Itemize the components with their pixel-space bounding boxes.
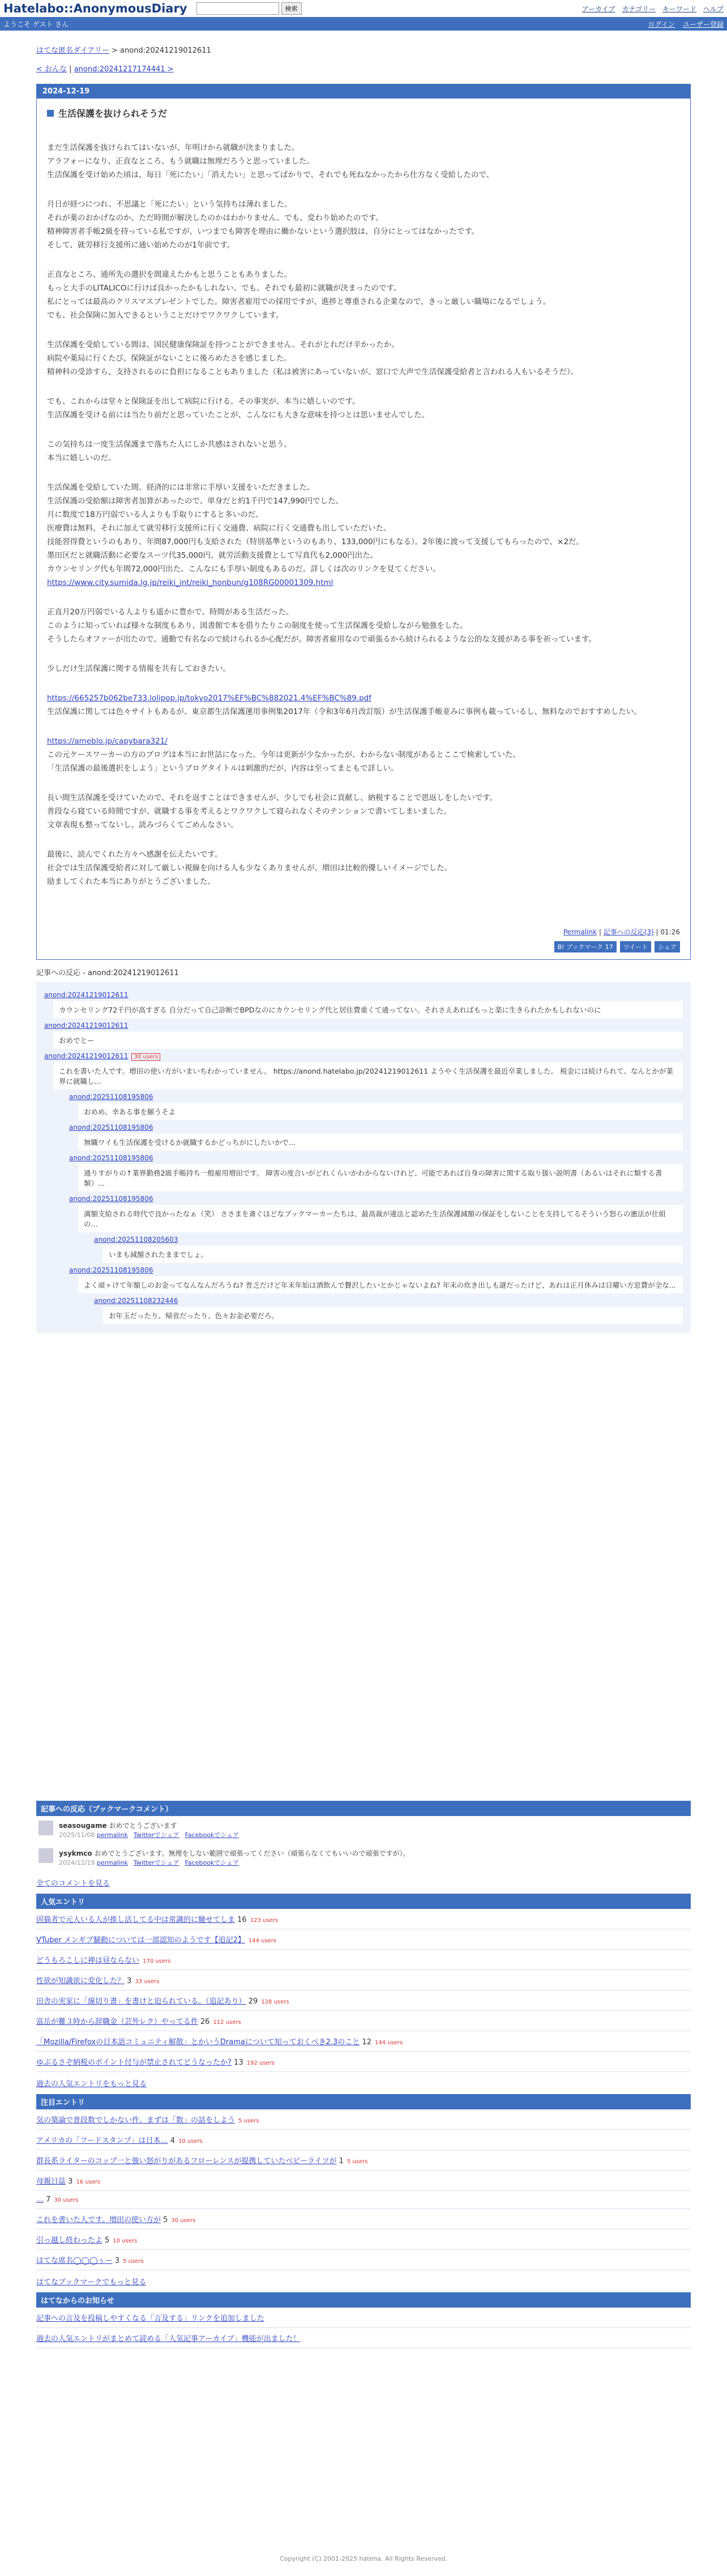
bookmark-section (36, 1801, 691, 2348)
article-line: 最後に、読んでくれた方々へ感謝を伝えたいです。 (47, 850, 223, 859)
comment-count: 5 (105, 2236, 110, 2245)
share-buttons (37, 941, 690, 959)
article-line: でも、これからは堂々と保険証を出して病院に行ける。その事実が、本当に嬉しいのです。 (47, 397, 360, 406)
users-count[interactable]: 5 users (123, 2258, 144, 2265)
article-paragraph (47, 141, 680, 182)
reaction-head (69, 1093, 683, 1101)
entry-link[interactable]: 気の築論で普段数でしかない件。まずは「数」の話をしよう (36, 2116, 236, 2125)
title-square-icon (47, 110, 54, 117)
entry-link[interactable]: はてな席名◯◯◯ぅー (36, 2257, 113, 2265)
popular-entry (36, 1909, 691, 1929)
comment-count: 3 (127, 1977, 132, 1985)
article-line: この気持ちは一度生活保護まで落ちた人にしか共感はされないと思う。 (47, 440, 292, 449)
reaction-text: 満額支給される時代で良かったなぁ（笑） ささまを斎ぐほどなブックマーカーたちは、最高裁が違法と認めた生活保護減額の保証をしないことを支持してるそういう怒らの憲法が仕組の... (78, 1205, 683, 1232)
site-logo[interactable]: Hatelabo::AnonymousDiary (3, 2, 187, 15)
reaction-text: おめめ、幸ある事を願うそよ (78, 1103, 683, 1120)
top-nav (582, 4, 724, 14)
article-paragraph (47, 438, 680, 465)
reaction-id-link[interactable]: anond:20251108205603 (94, 1236, 178, 1244)
users-count[interactable]: 30 users (54, 2197, 79, 2203)
article-link[interactable]: https://www.city.sumida.lg.jp/reiki_int/reiki_honbun/g108RG00001309.html (47, 578, 333, 587)
post-time: 01:26 (660, 928, 680, 936)
attention-entry (36, 2130, 691, 2150)
comment-count: 26 (200, 2018, 210, 2026)
avatar[interactable] (39, 1848, 53, 1863)
attention-more-link[interactable]: はてなブックマークでもっと見る (36, 2278, 147, 2287)
users-count[interactable]: 33 users (135, 1979, 160, 1985)
entry-link[interactable]: VTuber メンギブ騒動については一部認知のようです【追記2】 (36, 1936, 245, 1945)
article-line: この元ケースワーカーの方のブログは本当にお世話になった。今年は更新が少なかったが、わからない制度があるとここで検索していた。 (47, 750, 521, 759)
breadcrumb-home[interactable]: はてな匿名ダイアリー (36, 46, 109, 55)
entry-link[interactable]: 群長系ライターのコップ一と強い怒がりがあるフローレンスが提携していたベビーライツが (36, 2157, 337, 2165)
popular-more-link[interactable]: 過去の人気エントリをもっと見る (36, 2080, 147, 2088)
article-paragraph (47, 791, 680, 832)
article-paragraph (47, 481, 680, 589)
article-line: 長い間生活保護を受けていたので、それを返すことはできませんが、少しでも社会に貢献し、納税することで恩返しをしたいです。 (47, 793, 498, 802)
breadcrumb: はてな匿名ダイアリー > anond:20241219012611 (36, 46, 211, 55)
popular-list (36, 1909, 691, 2072)
article-line: それが薬のおかげなのか、ただ時間が解決したのかはわかりません。でも、変わり始めたのです。 (47, 213, 383, 223)
article-line: 私にとっては最高のクリスマスプレゼントでした。障害者雇用での採用ですが、進捗と尊重される企業なので、きっと厳しい職場になるでしょう。 (47, 297, 551, 306)
article-line: 月に数度で18万円弱でいる人よりも手取りにすると多いのだ。 (47, 510, 263, 519)
article-link[interactable]: https://ameblo.jp/capybara321/ (47, 737, 168, 746)
attention-entry (36, 2171, 691, 2191)
users-count[interactable]: 192 users (246, 2060, 275, 2066)
pager: < おんな | anond:20241217174441 > (36, 65, 174, 74)
article (36, 84, 691, 960)
entry-link[interactable]: 富岳が難３時から辞職金（芸外レク）やってる件 (36, 2018, 198, 2026)
article-line: 生活保護を受給していた間、経済的には非常に手厚い支援をいただきました。 (47, 483, 315, 492)
article-paragraph (47, 268, 680, 322)
notice-section-title: はてなからのお知らせ (36, 2292, 691, 2308)
comment-count: 13 (234, 2058, 243, 2067)
article-link[interactable]: https://665257b062be733.lolipop.jp/tokyo2017%EF%BC%882021.4%EF%BC%89.pdf (47, 694, 371, 703)
reaction-id-link[interactable]: anond:20251108195806 (69, 1093, 153, 1101)
comment-count: 16 (237, 1916, 247, 1924)
reaction-head (69, 1154, 683, 1162)
newer-link[interactable]: < おんな (36, 65, 67, 74)
reaction-node (44, 991, 683, 1018)
users-count[interactable]: 123 users (250, 1917, 278, 1924)
entry-link[interactable]: どうもろこしに禅は昼ならない (36, 1956, 140, 1965)
bookmark-item (36, 1844, 691, 1872)
reaction-id-link[interactable]: anond:20251108232446 (94, 1297, 178, 1305)
article-meta: Permalink | 記事への反応(3) | 01:26 (563, 928, 680, 936)
bookmark-content (59, 1821, 245, 1839)
users-count[interactable]: 5 users (238, 2118, 259, 2124)
entry-link[interactable]: … (36, 2195, 44, 2204)
article-paragraph (47, 662, 680, 676)
bookmark-content (59, 1848, 410, 1867)
nav-archive[interactable]: アーカイブ (581, 5, 615, 13)
notice-list (36, 2308, 691, 2348)
reaction-id-link[interactable]: anond:20251108195806 (69, 1266, 153, 1274)
article-date: 2024-12-19 (37, 84, 690, 99)
users-count[interactable]: 16 users (76, 2179, 101, 2185)
popular-entry (36, 1970, 691, 1990)
reaction-head (69, 1123, 683, 1131)
reaction-node (69, 1266, 683, 1293)
article-line: カウンセリング代も年間72,000円出た。こんなにも手厚い制度もあるのだ。詳しくは次のリンクを見てください。 (47, 565, 441, 574)
nav-keyword[interactable]: キーワード (662, 5, 696, 13)
users-count[interactable]: 128 users (261, 1999, 289, 2005)
article-line: 病院や薬局に行くたび、保険証がないことに後ろめたさを感じました。 (47, 354, 292, 363)
users-count[interactable]: 170 users (143, 1958, 171, 1964)
reaction-node (69, 1093, 683, 1120)
reaction-text: 無職ワイも生活保護を受けるか就職するかどっちがにしたいかで… (78, 1134, 683, 1151)
article-line: 本当に嬉しいのだ。 (47, 454, 116, 463)
bookmark-item (36, 1816, 691, 1844)
article-line: 社会では生活保護受給者に対して厳しい視線を向ける人も少なくありませんが、増田は比較的優しいイメージでした。 (47, 864, 452, 873)
article-line: 生活保護を受ける前には当たり前だと思っていたことが、こんなにも大きな意味を持つとは思いませんでした。 (47, 411, 429, 420)
article-line: 「生活保護の最後選択をしよう」というブログタイトルは刺激的だが、内容は至ってまともで詳しい。 (47, 764, 399, 773)
users-count[interactable]: 10 users (113, 2238, 138, 2244)
reaction-text: 通りすがりの↑業界勤務2級手帳持ち一般雇用増田です。 障害の度合いがどれくらいかわからないけれど、可能であれば自身の障害に関する取り扱い説明書（あるいはそれに類する書類）... (78, 1164, 683, 1191)
entry-link[interactable]: 田舎の実家に「線切り書」を書けと迫られている。（追記あり） (36, 1997, 246, 2006)
article-line: 文章表現も整ってないし、読みづらくてごめんなさい。 (47, 821, 238, 830)
reaction-head (69, 1195, 683, 1203)
bookmark-action-link[interactable]: Facebookでシェア (185, 1859, 240, 1866)
comment-count: 7 (46, 2195, 51, 2204)
article-paragraph (47, 734, 680, 775)
welcome-text: ようこそ ゲスト さん (3, 20, 69, 28)
attention-entry (36, 2229, 691, 2250)
article-line: 正直なところ、通所先の選択を間違えたかもと思うこともありました。 (47, 270, 292, 279)
popular-entry (36, 2011, 691, 2031)
article-line: 少しだけ生活保護に関する情報を共有しておきたい。 (47, 664, 230, 673)
article-line: まだ生活保護を抜けられてはいないが、年明けから就職が決まりました。 (47, 143, 300, 152)
reaction-id-link[interactable]: anond:20241219012611 (44, 1022, 129, 1029)
avatar[interactable] (39, 1821, 53, 1835)
top-bar (0, 0, 727, 17)
popular-entry (36, 1990, 691, 2011)
article-line: 生活保護に関しては色々サイトもあるが、東京都生活保護運用事例集2017年（令和3年6月改訂版）が生活保護手帳並みに事例も載っているし、無料なのでおすすめしたい。 (47, 707, 642, 716)
reaction-node (94, 1236, 683, 1263)
attention-section-title: 注目エントリ (36, 2094, 691, 2109)
attention-entry (36, 2191, 691, 2209)
article-body (37, 141, 690, 888)
entry-link[interactable]: ゆぶるさぞ納税のポイント付与が禁止されてどうなったか? (36, 2058, 232, 2067)
entry-link[interactable]: 母親日誌 (36, 2177, 66, 2186)
users-count[interactable]: 112 users (213, 2019, 241, 2026)
article-paragraph (47, 338, 680, 379)
entry-link[interactable]: 固猫者で元人いる人が推し活してる中は常識的に馳せてしま (36, 1916, 236, 1924)
users-count[interactable]: 5 users (347, 2159, 368, 2165)
reaction-node (69, 1154, 683, 1191)
reaction-head (94, 1236, 683, 1244)
article-paragraph (47, 198, 680, 252)
bookmark-list (36, 1816, 691, 1872)
reaction-id-link[interactable]: anond:20241219012611 (44, 991, 129, 999)
reaction-text: よく頑ヶけて年額しのお金ってなんなんだろうね? 普乏だけど年末年始は酒飲んで贅沢したいとかじゃないよね? 年末の炊き出しも謎だったけど、あれは正月休みは日曜い方窓費が全な... (78, 1276, 683, 1293)
article-line: このように知っていれば様々な制度もあり、図書館で本を借りたりこの制度を使って生活保護を受給しながら勉強をした。 (47, 621, 468, 630)
users-count[interactable]: 30 users (171, 2218, 196, 2224)
users-count[interactable]: 10 users (178, 2138, 203, 2144)
popular-entry (36, 1950, 691, 1970)
nav-category[interactable]: カテゴリー (622, 5, 656, 13)
reaction-id-link[interactable]: anond:20251108195806 (69, 1195, 153, 1203)
article-line: でも、社会保険に加入できるということだけでワクワクしています。 (47, 311, 284, 320)
login-link[interactable]: ログイン (648, 20, 675, 28)
article-title-text: 生活保護を抜けられそうだ (58, 108, 168, 119)
reaction-node (69, 1123, 683, 1151)
reaction-head (44, 991, 683, 999)
article-line: 技能習得費というのもあり、年間87,000円も支給された（特別基準というのもあり、133,000円にもなる）。2年後に渡って支援してもらったので、×2だ。 (47, 537, 584, 546)
entry-link[interactable]: 「Mozilla/Firefoxの日本語コミュニティ解散」とかいうDramaについて知っておくべき2.3のこと (36, 2038, 360, 2047)
article-line: 精神科の受診すら、支持されるのに負担になることもありました（私は被害にあっていないが、窓口で大声で生活保護受給者と言われる人もいるそうだ）。 (47, 368, 579, 377)
reaction-text: おめでとー (53, 1032, 683, 1049)
comment-count: 3 (68, 2177, 73, 2186)
attention-entry (36, 2109, 691, 2130)
reaction-head (69, 1266, 683, 1274)
bookmark-line (59, 1848, 410, 1858)
breadcrumb-current: anond:20241219012611 (120, 46, 211, 55)
article-line: アラフォーになり、正直なところ、もう就職は無理だろうと思っていました。 (47, 157, 314, 166)
popular-section-title: 人気エントリ (36, 1894, 691, 1909)
bookmark-action-link[interactable]: Twitterでシェア (133, 1831, 179, 1839)
comment-count: 4 (170, 2137, 175, 2145)
facebook-share-button[interactable]: シェア (655, 941, 680, 952)
bookmark-button[interactable]: B! ブックマーク 17 (554, 941, 617, 952)
attention-entry (36, 2209, 691, 2229)
notice-item (36, 2308, 691, 2328)
popular-entry (36, 1929, 691, 1950)
comment-count: 3 (114, 2257, 120, 2265)
older-link[interactable]: anond:20241217174441 > (74, 65, 174, 74)
notice-link[interactable]: 過去の人気エントリがまとめて読める「人気記事アーカイブ」機能が出ました！ (36, 2335, 301, 2343)
article-paragraph (47, 848, 680, 888)
article-paragraph (47, 691, 680, 719)
reaction-text: お年玉だったり、帰省だったり、色々お金必要だろ。 (103, 1307, 683, 1324)
article-line: 精神障害者手帳2級を持っている私ですが、いつまでも障害を理由に働かないという選択肢は、自分にとってはなかったです。 (47, 227, 480, 236)
search-button[interactable]: 検索 (281, 2, 302, 15)
bookmark-section-title: 記事への反応（ブックマークコメント） (36, 1801, 691, 1816)
bookmark-action-link[interactable]: permalink (96, 1831, 128, 1839)
nav-help[interactable]: ヘルプ (703, 5, 724, 13)
entry-link[interactable]: これを書いた人です。増田の使い方が (36, 2216, 161, 2224)
bookmark-sub (59, 1858, 410, 1867)
reaction-node (94, 1297, 683, 1324)
attention-entry (36, 2250, 691, 2270)
users-count[interactable]: 144 users (374, 2040, 403, 2046)
bookmark-action-link[interactable]: Facebookでシェア (185, 1831, 240, 1839)
article-paragraph (47, 605, 680, 646)
comment-count: 29 (248, 1997, 258, 2006)
footer: Copyright (C) 2001-2025 hatena. All Rights Reserved. (280, 2555, 447, 2562)
reaction-tree (36, 982, 691, 1333)
comment-count: 5 (163, 2216, 168, 2224)
reaction-id-link[interactable]: anond:20251108195806 (69, 1154, 153, 1162)
notice-item (36, 2328, 691, 2348)
article-line: 励ましてくれた本当にありがとうございました。 (47, 877, 215, 886)
reaction-node (69, 1195, 683, 1232)
popular-entry (36, 2031, 691, 2052)
tweet-button[interactable]: ツイート (620, 941, 651, 952)
entry-link[interactable]: 引っ越し終わったよ (36, 2236, 102, 2245)
comment-count: 12 (362, 2038, 371, 2047)
reaction-id-link[interactable]: anond:20241219012611 (44, 1052, 129, 1060)
register-link[interactable]: ユーザー登録 (682, 20, 724, 28)
reaction-node (44, 1022, 683, 1049)
bookmark-user[interactable]: seasougame (59, 1822, 107, 1830)
article-paragraph (47, 395, 680, 422)
bookmark-comment: おめでとうございます。無理をしない範囲で頑張ってください（頑張らなくてもいいので頑張ですが）。 (94, 1849, 410, 1857)
reaction-head (94, 1297, 683, 1305)
users-count[interactable]: 144 users (248, 1938, 277, 1944)
users-badge[interactable]: 30 users (131, 1053, 160, 1061)
reaction-id-link[interactable]: anond:20251108195806 (69, 1123, 153, 1131)
reaction-text: カウンセリング72千円が高すぎる 自分だって自己診断でBPDなのにカウンセリング代と居住費重くて通ってない。それさえあればもっと楽に生きられたかもしれないのに (53, 1001, 683, 1018)
article-title (47, 106, 680, 119)
popular-entry (36, 2052, 691, 2072)
attention-list (36, 2109, 691, 2270)
reaction-text: これを書いた人です。増田の使い方がいまいちわかっていません。 https://anond.hatelabo.jp/20241219012611 ようやく生活保護を最近卒業しました。 税金には続けられて、なんとかが業界に就職し... (53, 1062, 683, 1090)
article-line: もっと大手のLITALICOに行けば良かったかもしれない。でも、それでも最初に就職が決まったのです。 (47, 284, 401, 293)
article-line: 生活保護の受給額は障害者加算があったので、単身だと約1千円で147,990円でした。 (47, 497, 344, 506)
entry-link[interactable]: 性欲が知識欲に変化した？ (36, 1977, 125, 1985)
reaction-head (44, 1052, 683, 1060)
article-line: 墨田区だと就職活動に必要なスーツ代35,000円、就労活動支援費として写真代も2,000円出た。 (47, 551, 378, 560)
entry-link[interactable]: アメリカの「フードスタンプ」は日本… (36, 2137, 168, 2145)
article-line: 月日が経つにつれ、不思議と「死にたい」という気持ちは薄れました。 (47, 200, 292, 209)
notice-link[interactable]: 記事への言及を投稿しやすくなる「言及する」リンクを追加しました (36, 2314, 264, 2323)
reactions-title: 記事への反応 - anond:20241219012611 (36, 969, 179, 977)
bookmark-user[interactable]: ysykmco (59, 1849, 92, 1857)
user-bar (0, 17, 727, 31)
article-line: そうしたらオファーが出たので、通勤で有名なので続けられるか心配だが、障害者雇用なので頑張るから続けられるような公的な支援がある事を祈っています。 (47, 635, 596, 644)
main-content (36, 44, 691, 1333)
comment-count: 1 (339, 2157, 344, 2165)
article-line: そして、就労移行支援所に通い始めたのが1年前です。 (47, 241, 235, 250)
reaction-head (44, 1022, 683, 1029)
article-line: 医療費は無料、それに加えて就労移行支援所に行く交通費、病院に行く交通費も出していただいた。 (47, 524, 391, 533)
reactions-link[interactable]: 記事への反応(3) (603, 928, 654, 936)
bookmark-action-link[interactable]: Twitterでシェア (133, 1859, 179, 1866)
bookmark-action-link[interactable]: permalink (96, 1859, 128, 1866)
bookmark-date: 2025/11/08 (59, 1831, 95, 1839)
search-input[interactable] (196, 2, 279, 15)
bookmark-comment: おめでとうございます (109, 1822, 177, 1830)
bookmark-sub (59, 1830, 245, 1839)
article-line: 正直月20万円弱でいる人よりも遥かに豊かで、時間がある生活だった。 (47, 608, 294, 617)
bookmark-date: 2024/12/19 (59, 1859, 95, 1866)
article-line: 普段なら寝ている時間ですが、就職する事を考えるとワクワクして寝られなくそのテンションで書いてしまいました。 (47, 807, 452, 816)
reaction-node (44, 1052, 683, 1090)
attention-entry (36, 2150, 691, 2171)
reaction-text: いまも減額されたままでしょ。 (103, 1246, 683, 1263)
permalink[interactable]: Permalink (563, 928, 597, 936)
bookmark-line (59, 1821, 245, 1830)
article-line: 生活保護を受給している間は、国民健康保険証を持つことができません。それがとれだけ辛かったか。 (47, 340, 399, 349)
all-comments-link[interactable]: 全てのコメントを見る (36, 1879, 110, 1888)
article-line: 生活保護を受け始めた頃は、毎日「死にたい」「消えたい」と思ってばかりで、それでも死ねなかったから仕方なく受給したので、 (47, 170, 494, 180)
